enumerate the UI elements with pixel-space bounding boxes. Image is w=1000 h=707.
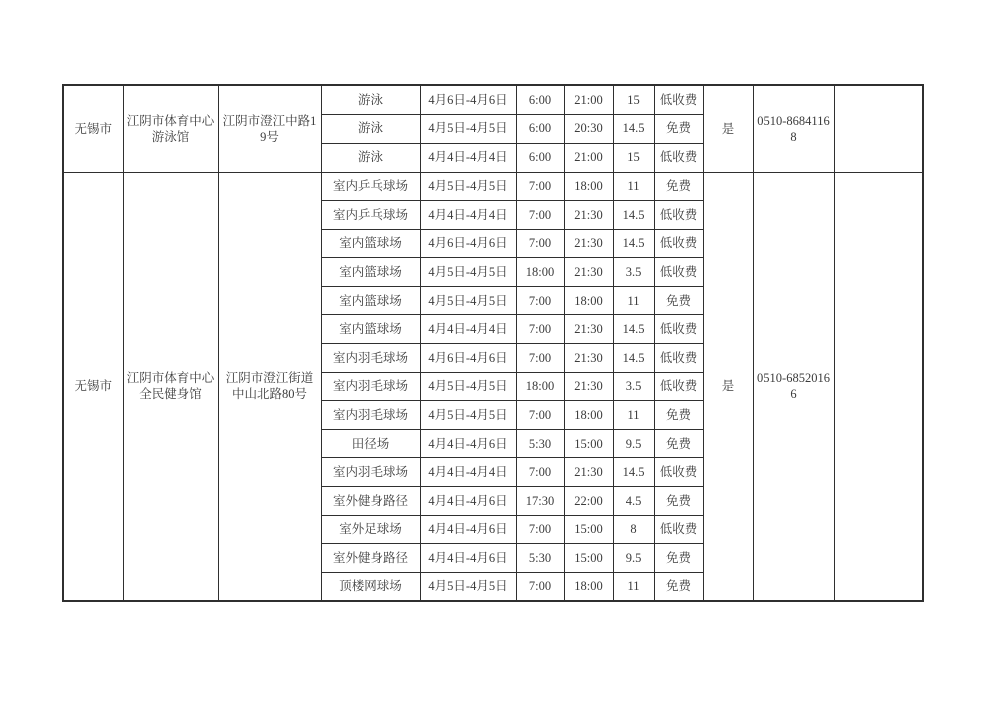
date-range-cell: 4月5日-4月5日	[420, 286, 516, 315]
date-range-cell: 4月5日-4月5日	[420, 114, 516, 143]
open-time-cell: 7:00	[516, 515, 564, 544]
close-time-cell: 21:30	[564, 201, 613, 230]
daily-hours-cell: 11	[613, 572, 654, 601]
daily-hours-cell: 8	[613, 515, 654, 544]
facility-cell: 室外健身路径	[321, 544, 420, 573]
date-range-cell: 4月5日-4月5日	[420, 572, 516, 601]
open-time-cell: 7:00	[516, 315, 564, 344]
facility-cell: 室内乒乓球场	[321, 172, 420, 201]
open-time-cell: 17:30	[516, 487, 564, 516]
facility-cell: 室内篮球场	[321, 286, 420, 315]
fee-cell: 低收费	[654, 143, 703, 172]
facility-cell: 游泳	[321, 85, 420, 114]
open-time-cell: 7:00	[516, 344, 564, 373]
facility-cell: 游泳	[321, 143, 420, 172]
daily-hours-cell: 9.5	[613, 544, 654, 573]
fee-cell: 低收费	[654, 344, 703, 373]
facilities-table	[62, 84, 924, 602]
facility-cell: 室内乒乓球场	[321, 201, 420, 230]
fee-cell: 免费	[654, 572, 703, 601]
address-cell: 江阴市澄江中路19号	[218, 85, 321, 172]
phone-cell: 0510-68520166	[753, 172, 834, 601]
open-time-cell: 18:00	[516, 258, 564, 287]
daily-hours-cell: 14.5	[613, 114, 654, 143]
open-to-public-cell: 是	[703, 85, 753, 172]
close-time-cell: 21:30	[564, 229, 613, 258]
open-time-cell: 18:00	[516, 372, 564, 401]
venue-cell: 江阴市体育中心全民健身馆	[123, 172, 218, 601]
close-time-cell: 21:00	[564, 85, 613, 114]
facility-cell: 室内羽毛球场	[321, 458, 420, 487]
fee-cell: 低收费	[654, 315, 703, 344]
daily-hours-cell: 14.5	[613, 229, 654, 258]
daily-hours-cell: 11	[613, 401, 654, 430]
facility-cell: 室内篮球场	[321, 229, 420, 258]
close-time-cell: 15:00	[564, 429, 613, 458]
note-cell	[834, 172, 923, 601]
date-range-cell: 4月4日-4月6日	[420, 429, 516, 458]
open-time-cell: 7:00	[516, 286, 564, 315]
close-time-cell: 21:30	[564, 315, 613, 344]
open-time-cell: 6:00	[516, 143, 564, 172]
open-time-cell: 7:00	[516, 201, 564, 230]
facility-cell: 室外足球场	[321, 515, 420, 544]
facility-cell: 室内羽毛球场	[321, 372, 420, 401]
close-time-cell: 15:00	[564, 515, 613, 544]
close-time-cell: 21:30	[564, 344, 613, 373]
close-time-cell: 21:30	[564, 458, 613, 487]
open-time-cell: 7:00	[516, 229, 564, 258]
fee-cell: 免费	[654, 172, 703, 201]
fee-cell: 免费	[654, 114, 703, 143]
fee-cell: 低收费	[654, 515, 703, 544]
daily-hours-cell: 11	[613, 286, 654, 315]
close-time-cell: 18:00	[564, 572, 613, 601]
fee-cell: 低收费	[654, 372, 703, 401]
close-time-cell: 15:00	[564, 544, 613, 573]
close-time-cell: 21:00	[564, 143, 613, 172]
note-cell	[834, 85, 923, 172]
open-time-cell: 6:00	[516, 114, 564, 143]
facility-cell: 田径场	[321, 429, 420, 458]
date-range-cell: 4月6日-4月6日	[420, 344, 516, 373]
open-time-cell: 7:00	[516, 572, 564, 601]
facility-cell: 室内羽毛球场	[321, 344, 420, 373]
date-range-cell: 4月4日-4月4日	[420, 315, 516, 344]
date-range-cell: 4月5日-4月5日	[420, 372, 516, 401]
daily-hours-cell: 4.5	[613, 487, 654, 516]
open-time-cell: 5:30	[516, 544, 564, 573]
fee-cell: 低收费	[654, 458, 703, 487]
date-range-cell: 4月4日-4月4日	[420, 143, 516, 172]
daily-hours-cell: 14.5	[613, 344, 654, 373]
fee-cell: 免费	[654, 487, 703, 516]
facility-cell: 顶楼网球场	[321, 572, 420, 601]
table-row	[63, 85, 923, 114]
daily-hours-cell: 9.5	[613, 429, 654, 458]
date-range-cell: 4月4日-4月6日	[420, 515, 516, 544]
date-range-cell: 4月5日-4月5日	[420, 258, 516, 287]
daily-hours-cell: 3.5	[613, 258, 654, 287]
daily-hours-cell: 15	[613, 85, 654, 114]
fee-cell: 免费	[654, 401, 703, 430]
daily-hours-cell: 14.5	[613, 458, 654, 487]
date-range-cell: 4月6日-4月6日	[420, 229, 516, 258]
daily-hours-cell: 11	[613, 172, 654, 201]
table-body	[63, 85, 923, 601]
open-time-cell: 7:00	[516, 458, 564, 487]
fee-cell: 免费	[654, 544, 703, 573]
close-time-cell: 18:00	[564, 286, 613, 315]
facility-cell: 室内篮球场	[321, 315, 420, 344]
close-time-cell: 21:30	[564, 258, 613, 287]
venue-cell: 江阴市体育中心游泳馆	[123, 85, 218, 172]
close-time-cell: 21:30	[564, 372, 613, 401]
close-time-cell: 22:00	[564, 487, 613, 516]
date-range-cell: 4月4日-4月4日	[420, 201, 516, 230]
date-range-cell: 4月4日-4月4日	[420, 458, 516, 487]
date-range-cell: 4月4日-4月6日	[420, 544, 516, 573]
city-cell: 无锡市	[63, 85, 123, 172]
close-time-cell: 20:30	[564, 114, 613, 143]
open-time-cell: 7:00	[516, 401, 564, 430]
open-time-cell: 6:00	[516, 85, 564, 114]
fee-cell: 免费	[654, 286, 703, 315]
fee-cell: 低收费	[654, 229, 703, 258]
phone-cell: 0510-86841168	[753, 85, 834, 172]
close-time-cell: 18:00	[564, 172, 613, 201]
open-to-public-cell: 是	[703, 172, 753, 601]
fee-cell: 低收费	[654, 258, 703, 287]
table-row	[63, 172, 923, 201]
date-range-cell: 4月4日-4月6日	[420, 487, 516, 516]
date-range-cell: 4月5日-4月5日	[420, 172, 516, 201]
facility-cell: 室内篮球场	[321, 258, 420, 287]
date-range-cell: 4月5日-4月5日	[420, 401, 516, 430]
daily-hours-cell: 14.5	[613, 201, 654, 230]
facility-cell: 游泳	[321, 114, 420, 143]
date-range-cell: 4月6日-4月6日	[420, 85, 516, 114]
fee-cell: 免费	[654, 429, 703, 458]
address-cell: 江阴市澄江街道中山北路80号	[218, 172, 321, 601]
facility-cell: 室外健身路径	[321, 487, 420, 516]
daily-hours-cell: 15	[613, 143, 654, 172]
city-cell: 无锡市	[63, 172, 123, 601]
open-time-cell: 5:30	[516, 429, 564, 458]
facility-cell: 室内羽毛球场	[321, 401, 420, 430]
open-time-cell: 7:00	[516, 172, 564, 201]
close-time-cell: 18:00	[564, 401, 613, 430]
daily-hours-cell: 14.5	[613, 315, 654, 344]
fee-cell: 低收费	[654, 201, 703, 230]
fee-cell: 低收费	[654, 85, 703, 114]
daily-hours-cell: 3.5	[613, 372, 654, 401]
